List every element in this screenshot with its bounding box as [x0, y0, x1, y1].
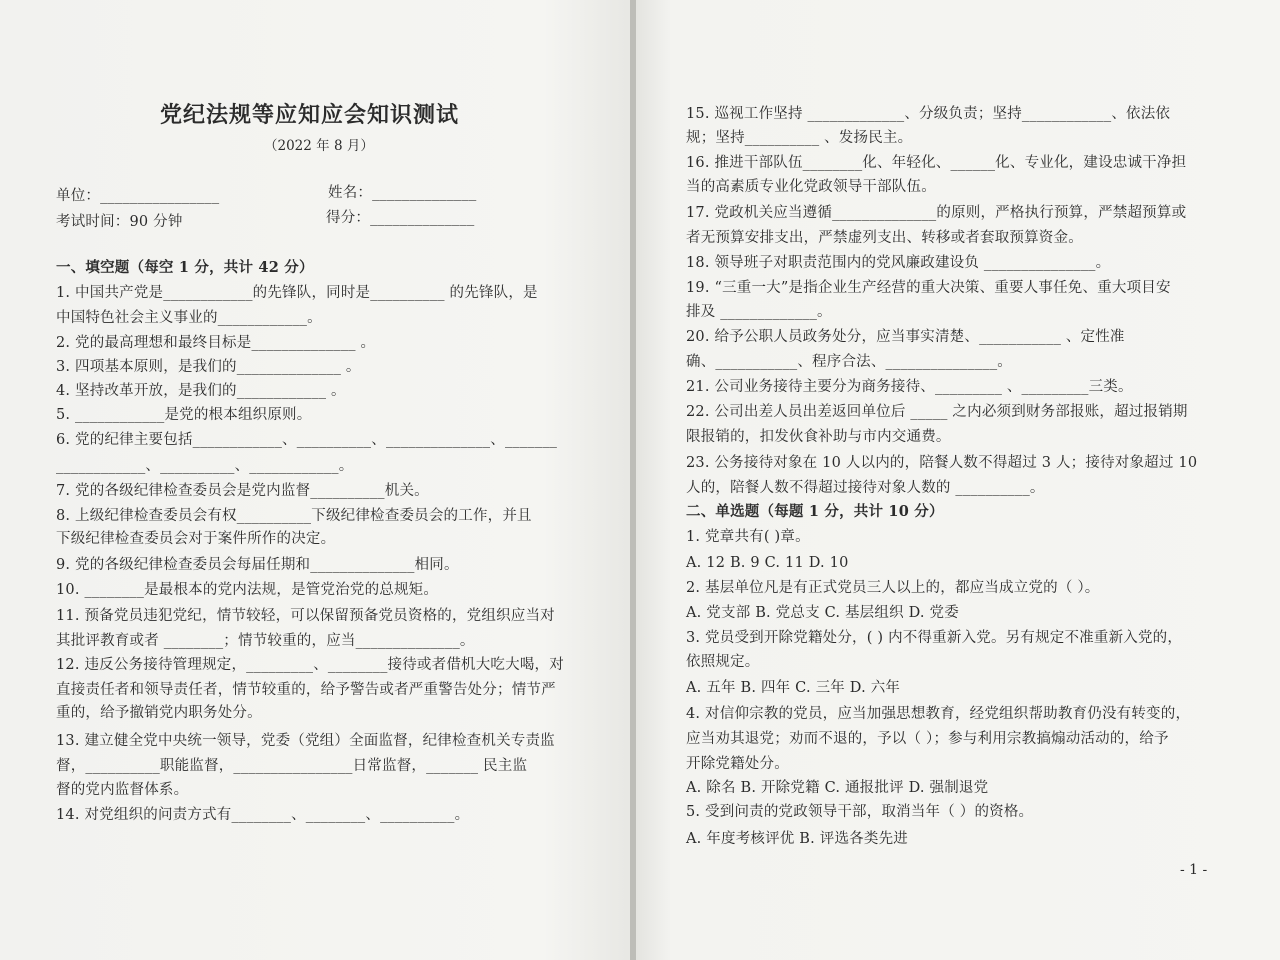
right-line: 16. 推进干部队伍________化、年轻化、______化、专业化，建设忠诚干净担 [686, 155, 1187, 171]
left-line: 12. 违反公务接待管理规定，_________、________接待或者借机大吃大喝，对 [56, 657, 564, 673]
section-fill-blank-heading: 一、填空题（每空 1 分，共计 42 分） [56, 259, 314, 276]
left-line: 14. 对党组织的问责方式有________、________、__________。 [56, 807, 470, 823]
left-line: 10. ________是最根本的党内法规，是管党治党的总规矩。 [56, 582, 439, 598]
left-line: 5. ____________是党的根本组织原则。 [56, 407, 312, 423]
right-line: 规；坚持__________ 、发扬民主。 [686, 130, 913, 146]
right-line: 依照规定。 [686, 654, 760, 670]
left-line: 8. 上级纪律检查委员会有权__________下级纪律检查委员会的工作，并且 [56, 508, 532, 524]
left-line: ____________、__________、____________。 [56, 458, 354, 474]
left-line: 中国特色社会主义事业的____________。 [56, 310, 322, 326]
right-line: 18. 领导班子对职责范围内的党风廉政建设负 _______________。 [686, 255, 1111, 271]
exam-title: 党纪法规等应知应会知识测试 [160, 102, 460, 128]
left-line: 9. 党的各级纪律检查委员会每届任期和______________相同。 [56, 557, 459, 573]
exam-time: 考试时间：90 分钟 [56, 214, 183, 230]
right-line: 23. 公务接待对象在 10 人以内的，陪餐人数不得超过 3 人；接待对象超过 10 [686, 455, 1198, 471]
section-single-choice-heading: 二、单选题（每题 1 分，共计 10 分） [686, 503, 944, 520]
left-line: 1. 中国共产党是____________的先锋队，同时是__________ 的先锋队，是 [56, 285, 538, 301]
right-line: 排及 _____________。 [686, 304, 832, 320]
right-line: A. 年度考核评优 B. 评选各类先进 [686, 831, 908, 847]
left-line: 6. 党的纪律主要包括____________、__________、______________、_______ [56, 432, 558, 448]
left-line: 直接责任者和领导责任者，情节较重的，给予警告或者严重警告处分；情节严 [56, 682, 556, 698]
right-line: 开除党籍处分。 [686, 756, 789, 772]
right-line: 1. 党章共有( )章。 [686, 529, 810, 545]
right-line: 19. “三重一大”是指企业生产经营的重大决策、重要人事任免、重大项目安 [686, 280, 1171, 296]
left-line: 7. 党的各级纪律检查委员会是党内监督__________机关。 [56, 483, 429, 499]
left-line: 督的党内监督体系。 [56, 782, 189, 798]
right-line: 15. 巡视工作坚持 _____________、分级负责；坚持____________、依法依 [686, 106, 1171, 122]
page-spine [630, 0, 636, 960]
left-line: 其批评教育或者 ________；情节较重的，应当______________。 [56, 633, 475, 649]
left-line: 督，__________职能监督，________________日常监督，_______ 民主监 [56, 758, 528, 774]
left-line: 13. 建立健全党中央统一领导，党委（党组）全面监督，纪律检查机关专责监 [56, 733, 555, 749]
exam-date: （2022 年 8 月） [264, 138, 374, 154]
score-field: 得分：______________ [326, 210, 475, 226]
name-field: 姓名：______________ [328, 185, 477, 201]
right-line: A. 除名 B. 开除党籍 C. 通报批评 D. 强制退党 [686, 780, 989, 796]
right-line: 应当劝其退党；劝而不退的，予以（ ）；参与利用宗教搞煽动活动的，给予 [686, 731, 1169, 747]
left-line: 下级纪律检查委员会对于案件所作的决定。 [56, 531, 336, 547]
right-line: 22. 公司出差人员出差返回单位后 _____ 之内必须到财务部报账，超过报销期 [686, 404, 1188, 420]
right-line: 限报销的，扣发伙食补助与市内交通费。 [686, 429, 951, 445]
right-line: 21. 公司业务接待主要分为商务接待、_________ 、_________三类。 [686, 379, 1133, 395]
left-line: 3. 四项基本原则，是我们的______________ 。 [56, 359, 361, 375]
right-line: A. 五年 B. 四年 C. 三年 D. 六年 [686, 680, 901, 696]
left-line: 11. 预备党员违犯党纪，情节较轻，可以保留预备党员资格的，党组织应当对 [56, 608, 555, 624]
right-line: 2. 基层单位凡是有正式党员三人以上的，都应当成立党的（ ）。 [686, 580, 1100, 596]
right-line: 5. 受到问责的党政领导干部，取消当年（ ）的资格。 [686, 804, 1034, 820]
right-line: 人的，陪餐人数不得超过接待对象人数的 __________。 [686, 480, 1045, 496]
right-line: 17. 党政机关应当遵循______________的原则，严格执行预算，严禁超预算或 [686, 205, 1187, 221]
right-line: 4. 对信仰宗教的党员，应当加强思想教育，经党组织帮助教育仍没有转变的， [686, 706, 1191, 722]
left-line: 重的，给予撤销党内职务处分。 [56, 705, 262, 721]
right-line: A. 12 B. 9 C. 11 D. 10 [686, 555, 849, 571]
right-line: A. 党支部 B. 党总支 C. 基层组织 D. 党委 [686, 605, 959, 621]
right-line: 20. 给予公职人员政务处分，应当事实清楚、___________ 、定性准 [686, 329, 1125, 345]
right-line: 3. 党员受到开除党籍处分，( ) 内不得重新入党。另有规定不准重新入党的， [686, 630, 1183, 646]
right-line: 确、___________、程序合法、_______________。 [686, 354, 1012, 370]
left-line: 4. 坚持改革开放，是我们的____________ 。 [56, 383, 346, 399]
right-line: 当的高素质专业化党政领导干部队伍。 [686, 179, 936, 195]
right-line: 者无预算安排支出，严禁虚列支出、转移或者套取预算资金。 [686, 230, 1083, 246]
page-number: - 1 - [1180, 862, 1208, 878]
left-line: 2. 党的最高理想和最终目标是______________ 。 [56, 335, 376, 351]
unit-field: 单位：________________ [56, 188, 220, 204]
